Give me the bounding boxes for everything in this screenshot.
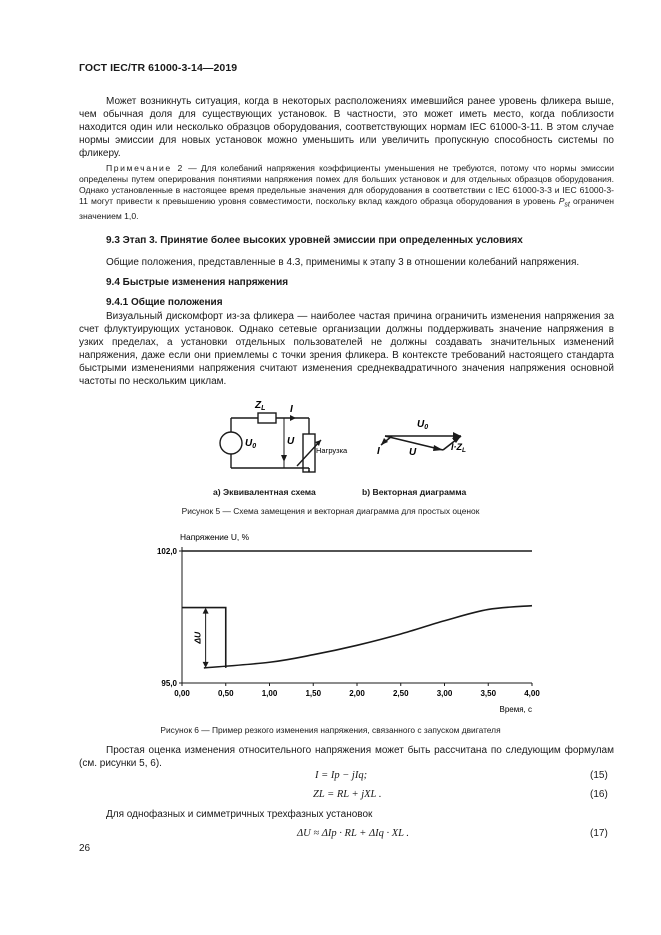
figure-5-caption: Рисунок 5 — Схема замещения и векторная диаграмма для простых оценок <box>181 506 480 516</box>
note-2 <box>79 163 614 222</box>
x-tick-label: 1,00 <box>261 689 278 698</box>
chart-annotations <box>193 608 209 668</box>
section-9-3-text: Общие положения, представленные в 4.3, применимы к этапу 3 в отношении колебаний напряжения. <box>106 257 580 268</box>
x-tick-label: 0,50 <box>217 689 234 698</box>
section-9-4-1-text: Визуальный дискомфорт из-за фликера — наиболее частая причина ограничить изменения напряжения за счет флуктуирующих установок. Однако сетевые организации должны поддерживать значение напряжения в узких пределах, а установки отдельных пользователей не должны создавать значительных изменений напряжения, даже если они приемлемы с точки зрения фликера. В контексте требований настоящего стандарта быстрыми изменениями напряжения считают изменения среднеквадратичного значения напряжения основной частоты по нескольким циклам. <box>79 311 614 387</box>
formula-15 <box>315 770 367 781</box>
formula-17-text: ΔU ≈ ΔIp · RL + ΔIq · XL . <box>297 828 410 839</box>
current-arrow-head <box>290 415 296 421</box>
single-phase-text: Для однофазных и симметричных трехфазных установок <box>106 809 373 820</box>
intro-paragraph: Может возникнуть ситуация, когда в некоторых расположениях имевшийся ранее уровень фликера выше, чем обычная доля для существующих установок. В частности, это может иметь место, когда поблизости находится один или несколько образцов оборудования, соответствующих нормам IEC 61000-3-11. В этом случае нормы эмиссии для новых установок можно уменьшить или увеличить пропускную способность системы по фликеру. <box>79 96 614 159</box>
load-label: Нагрузка <box>316 446 348 455</box>
x-tick-label: 2,50 <box>392 689 409 698</box>
document-header: ГОСТ IEC/TR 61000-3-14—2019 <box>79 62 238 74</box>
formulas-intro: Простая оценка изменения относительного напряжения может быть рассчитана по следующим формулам (см. рисунки 5, 6). <box>79 745 614 769</box>
chart-y-axis-label: Напряжение U, % <box>180 532 250 542</box>
chart-series <box>182 551 532 668</box>
x-tick-label: 2,00 <box>349 689 365 698</box>
x-tick-label: 3,50 <box>480 689 497 698</box>
voltage-label: U <box>287 436 295 447</box>
section-9-4-heading: 9.4 Быстрые изменения напряжения <box>106 277 289 288</box>
x-tick-label: 0,00 <box>174 689 190 698</box>
izl-label: $I\cdot Z_L$ <box>451 442 466 454</box>
figure-5-sub-a: a) Эквивалентная схема <box>213 487 316 497</box>
note-symbol: P <box>558 196 565 206</box>
note-label: Примечание 2 <box>106 163 184 173</box>
y-tick-label: 102,0 <box>156 547 177 556</box>
u0-label: $U_0$ <box>417 419 429 431</box>
figure-5-sub-b: b) Векторная диаграмма <box>362 487 467 497</box>
voltage-source <box>220 432 242 454</box>
section-9-3-heading: 9.3 Этап 3. Принятие более высоких уровней эмиссии при определенных условиях <box>106 235 523 246</box>
note-symbol-sub: st <box>564 201 570 209</box>
formula-16-text: ZL = RL + jXL . <box>313 789 382 800</box>
x-tick-label: 4,00 <box>524 689 540 698</box>
formula-16 <box>313 789 381 800</box>
formula-17 <box>297 828 409 839</box>
x-tick-label: 3,00 <box>436 689 453 698</box>
section-9-4-1-heading: 9.4.1 Общие положения <box>106 297 223 308</box>
zl-label: $Z_L$ <box>255 400 266 412</box>
i-vector-label: I <box>377 446 380 457</box>
formula-17-number: (17) <box>590 828 608 839</box>
source-label: $U_0$ <box>245 438 257 450</box>
delta-u-label: ΔU <box>192 631 203 644</box>
note-tail: ограничен значением 1,0. <box>79 196 615 221</box>
voltage-series-line <box>182 606 532 668</box>
y-tick-label: 95,0 <box>161 679 177 688</box>
current-label: I <box>290 404 293 415</box>
chart-x-axis-label: Время, с <box>499 705 532 714</box>
impedance-resistor <box>258 413 276 423</box>
formula-15-number: (15) <box>590 770 608 781</box>
u-vector-label: U <box>409 447 417 458</box>
figure-5 <box>195 392 495 502</box>
figure-6-caption: Рисунок 6 — Пример резкого изменения напряжения, связанного с запуском двигателя <box>160 725 501 735</box>
voltage-arrow-head <box>281 455 287 462</box>
equivalent-circuit <box>220 413 321 472</box>
formula-15-text: I = Ip − jIq; <box>315 770 368 781</box>
note-text: — Для колебаний напряжения коэффициенты уменьшения не требуются, потому что нормы эмиссии определены путем оперирования понятиями напряжения помех для больших установок и для отдельных образцов оборудования. Однако установленные в настоящее время предельные значения для оборудования в соответствии с IEC 61000-3-3 и IEC 61000-3-11 могут привести к превышению уровня совместимости, поскольку вклад каждого образца оборудования в уровень <box>79 163 615 206</box>
formula-16-number: (16) <box>590 789 608 800</box>
i-arrow-head <box>381 438 388 445</box>
u-arrow-head <box>433 445 443 451</box>
vector-diagram <box>381 436 461 450</box>
chart-ticks <box>157 547 540 698</box>
chart-axes <box>182 547 532 683</box>
delta-u-arrow-top <box>203 608 209 614</box>
x-tick-label: 1,50 <box>305 689 322 698</box>
figure-6-chart <box>140 530 560 720</box>
page-number: 26 <box>79 843 91 854</box>
